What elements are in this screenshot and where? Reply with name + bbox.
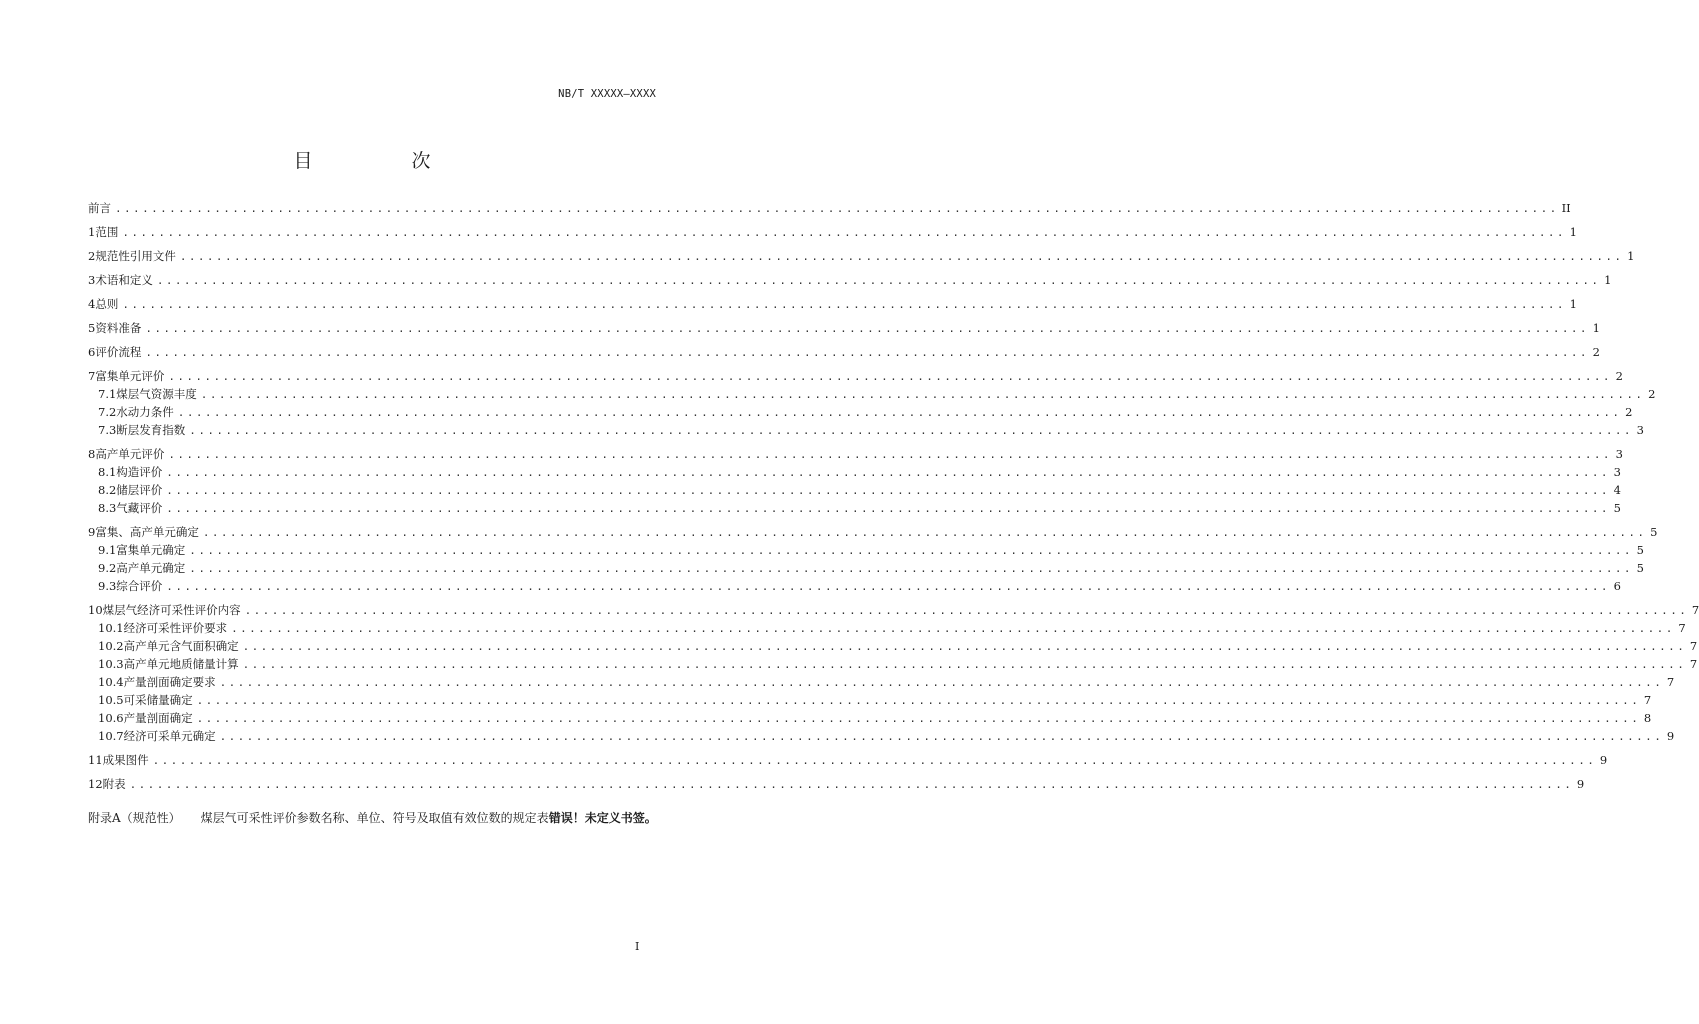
toc-leader-dots: ................................................................................................................................................................ — [122, 298, 1566, 311]
toc-entry-number: 5 — [88, 321, 96, 335]
toc-entry-page: 7 — [1666, 675, 1675, 689]
toc-leader-dots: ................................................................................................................................................................ — [177, 406, 1622, 419]
toc-entry-page: 2 — [1615, 369, 1623, 383]
toc-entry-number: 3 — [88, 273, 96, 287]
toc-entry-number: 1 — [88, 225, 96, 239]
toc-leader-dots: ................................................................................................................................................................ — [115, 202, 1559, 215]
toc-entry-title: 经济可采单元确定 — [124, 727, 220, 745]
toc-entry-page: 1 — [1569, 225, 1577, 239]
toc-entry-number: 9.3 — [98, 579, 117, 593]
toc-entry[interactable] — [88, 637, 1698, 655]
toc-entry[interactable] — [88, 223, 1577, 241]
toc-entry-title: 成果图件 — [103, 751, 153, 769]
toc-entry-page: 7 — [1678, 621, 1686, 635]
toc-entry-title: 构造评价 — [116, 463, 166, 481]
toc-leader-dots: ................................................................................................................................................................ — [242, 640, 1687, 653]
toc-leader-dots: ................................................................................................................................................................ — [189, 544, 1633, 557]
toc-leader-dots: ................................................................................................................................................................ — [244, 604, 1689, 617]
toc-entry[interactable] — [88, 523, 1658, 541]
toc-entry-page: 7 — [1643, 693, 1652, 707]
toc-entry-page: II — [1561, 201, 1571, 215]
toc-entry-title: 断层发育指数 — [116, 421, 189, 439]
toc-entry[interactable] — [88, 445, 1623, 463]
toc-leader-dots: ................................................................................................................................................................ — [168, 370, 1612, 383]
toc-entry-page: 3 — [1613, 465, 1621, 479]
toc-entry[interactable] — [88, 775, 1585, 793]
toc-entry[interactable] — [88, 691, 1652, 709]
toc-leader-dots: ................................................................................................................................................................ — [156, 274, 1601, 287]
toc-entry-title: 术语和定义 — [95, 271, 157, 289]
toc-entry-title: 高产单元确定 — [116, 559, 189, 577]
toc-entry-page: 5 — [1650, 525, 1658, 539]
toc-entry-page: 6 — [1613, 579, 1621, 593]
toc-entry[interactable] — [88, 727, 1675, 745]
toc-entry[interactable] — [88, 481, 1621, 499]
toc-entry[interactable] — [88, 709, 1652, 727]
toc-entry-number: 10.4 — [98, 675, 124, 689]
toc-entry[interactable] — [88, 199, 1571, 217]
toc-entry-number: 8 — [88, 447, 96, 461]
toc-entry-title: 评价流程 — [95, 343, 145, 361]
toc-leader-dots: ................................................................................................................................................................ — [145, 346, 1589, 359]
toc-entry-number: 7.1 — [98, 387, 117, 401]
toc-entry-number: 9.2 — [98, 561, 117, 575]
toc-entry[interactable] — [88, 673, 1675, 691]
toc-entry-page: 1 — [1592, 321, 1600, 335]
toc-entry-title: 富集单元评价 — [95, 367, 168, 385]
appendix-title: 煤层气可采性评价参数名称、单位、符号及取值有效位数的规定表 — [200, 811, 549, 825]
toc-leader-dots: ................................................................................................................................................................ — [202, 526, 1647, 539]
toc-leader-dots: ................................................................................................................................................................ — [196, 712, 1641, 725]
toc-entry[interactable] — [88, 295, 1577, 313]
toc-entry-page: 5 — [1636, 561, 1644, 575]
toc-entry[interactable] — [88, 385, 1656, 403]
toc-entry-title: 前言 — [88, 199, 115, 217]
toc-entry-number: 10.5 — [98, 693, 124, 707]
toc-entry-number: 10.7 — [98, 729, 124, 743]
toc-entry-page: 7 — [1689, 657, 1698, 671]
toc-entry[interactable] — [88, 319, 1600, 337]
toc-entry-number: 10.1 — [98, 621, 124, 635]
toc-entry[interactable] — [88, 619, 1686, 637]
toc-entry[interactable] — [88, 577, 1621, 595]
toc-entry[interactable] — [88, 271, 1612, 289]
toc-entry-title: 富集、高产单元确定 — [95, 523, 203, 541]
toc-entry[interactable] — [88, 247, 1635, 265]
toc-entry-number: 10.6 — [98, 711, 124, 725]
toc-leader-dots: ................................................................................................................................................................ — [200, 388, 1645, 401]
toc-entry[interactable] — [88, 463, 1621, 481]
toc-entry[interactable] — [88, 751, 1608, 769]
toc-leader-dots: ................................................................................................................................................................ — [189, 424, 1633, 437]
toc-entry-number: 7.3 — [98, 423, 117, 437]
toc-leader-dots: ................................................................................................................................................................ — [231, 622, 1675, 635]
toc-entry[interactable] — [88, 367, 1623, 385]
toc-leader-dots: ................................................................................................................................................................ — [179, 250, 1624, 263]
toc-entry-title: 气藏评价 — [116, 499, 166, 517]
toc-entry-page: 1 — [1604, 273, 1612, 287]
toc-entry[interactable] — [88, 499, 1621, 517]
toc-entry-title: 富集单元确定 — [116, 541, 189, 559]
document-code: NB/T XXXXX—XXXX — [558, 88, 656, 100]
toc-leader-dots: ................................................................................................................................................................ — [189, 562, 1633, 575]
toc-leader-dots: ................................................................................................................................................................ — [242, 658, 1687, 671]
toc-entry-number: 6 — [88, 345, 96, 359]
toc-entry-number: 10 — [88, 603, 103, 617]
toc-entry-title: 规范性引用文件 — [95, 247, 180, 265]
toc-entry-title: 高产单元地质储量计算 — [124, 655, 243, 673]
toc-entry-title: 范围 — [95, 223, 122, 241]
toc-entry[interactable] — [88, 655, 1698, 673]
toc-entry-number: 8.2 — [98, 483, 117, 497]
toc-entry-page: 5 — [1636, 543, 1644, 557]
toc-entry-number: 7 — [88, 369, 96, 383]
toc-entry-title: 水动力条件 — [116, 403, 178, 421]
toc-entry-title: 产量剖面确定 — [124, 709, 197, 727]
toc-entry-page: 9 — [1666, 729, 1675, 743]
toc-leader-dots: ................................................................................................................................................................ — [145, 322, 1589, 335]
toc-leader-dots: ................................................................................................................................................................ — [122, 226, 1566, 239]
toc-entry-number: 4 — [88, 297, 96, 311]
toc-entry-number: 2 — [88, 249, 96, 263]
toc-leader-dots: ................................................................................................................................................................ — [166, 580, 1610, 593]
toc-leader-dots: ................................................................................................................................................................ — [219, 676, 1664, 689]
toc-leader-dots: ................................................................................................................................................................ — [152, 754, 1597, 767]
toc-leader-dots: ................................................................................................................................................................ — [166, 466, 1610, 479]
toc-entry-page: 7 — [1691, 603, 1699, 617]
toc-entry-title: 经济可采性评价要求 — [124, 619, 232, 637]
toc-entry-number: 9 — [88, 525, 96, 539]
toc-entry-title: 高产单元评价 — [95, 445, 168, 463]
toc-entry[interactable] — [88, 601, 1699, 619]
toc-leader-dots: ................................................................................................................................................................ — [196, 694, 1641, 707]
page-title: 目 次 — [293, 150, 471, 172]
toc-entry-number: 11 — [88, 753, 103, 767]
toc-entry-number: 8.1 — [98, 465, 117, 479]
toc-entry-number: 10.2 — [98, 639, 124, 653]
appendix-label: 附录A（规范性） — [88, 811, 181, 825]
toc-leader-dots: ................................................................................................................................................................ — [129, 778, 1574, 791]
toc-leader-dots: ................................................................................................................................................................ — [166, 484, 1610, 497]
toc-entry-page: 2 — [1592, 345, 1600, 359]
toc-leader-dots: ................................................................................................................................................................ — [168, 448, 1612, 461]
toc-entry-number: 9.1 — [98, 543, 117, 557]
toc-entry-page: 5 — [1613, 501, 1621, 515]
toc-entry-title: 综合评价 — [116, 577, 166, 595]
toc-entry-number: 10.3 — [98, 657, 124, 671]
toc-entry-title: 可采储量确定 — [124, 691, 197, 709]
toc-entry-number: 12 — [88, 777, 103, 791]
page-number: I — [635, 940, 640, 953]
toc-entry-title: 煤层气资源丰度 — [116, 385, 201, 403]
toc-entry-title: 资料准备 — [95, 319, 145, 337]
toc-entry[interactable] — [88, 343, 1600, 361]
toc-entry-number: 7.2 — [98, 405, 117, 419]
toc-entry-title: 总则 — [95, 295, 122, 313]
toc-entry-page: 1 — [1569, 297, 1577, 311]
toc-entry-title: 附表 — [103, 775, 130, 793]
toc-entry-title: 产量剖面确定要求 — [124, 673, 220, 691]
appendix-error-text: 错误！未定义书签。 — [548, 811, 657, 825]
toc-entry-page: 2 — [1648, 387, 1656, 401]
toc-entry-number: 8.3 — [98, 501, 117, 515]
toc-entry-title: 高产单元含气面积确定 — [124, 637, 243, 655]
toc-entry-title: 煤层气经济可采性评价内容 — [103, 601, 245, 619]
toc-entry-page: 9 — [1599, 753, 1608, 767]
table-of-contents — [88, 199, 1699, 793]
toc-entry[interactable] — [88, 559, 1644, 577]
toc-entry-page: 3 — [1615, 447, 1623, 461]
toc-entry-title: 储层评价 — [116, 481, 166, 499]
toc-entry-page: 3 — [1636, 423, 1644, 437]
appendix-entry[interactable] — [88, 806, 658, 830]
toc-entry-page: 4 — [1613, 483, 1621, 497]
toc-entry-page: 7 — [1689, 639, 1698, 653]
toc-entry[interactable] — [88, 541, 1644, 559]
toc-leader-dots: ................................................................................................................................................................ — [166, 502, 1610, 515]
toc-entry[interactable] — [88, 421, 1644, 439]
toc-leader-dots: ................................................................................................................................................................ — [219, 730, 1664, 743]
toc-entry[interactable] — [88, 403, 1633, 421]
toc-entry-page: 8 — [1643, 711, 1652, 725]
toc-entry-page: 9 — [1576, 777, 1585, 791]
toc-entry-page: 1 — [1627, 249, 1635, 263]
toc-entry-page: 2 — [1625, 405, 1633, 419]
